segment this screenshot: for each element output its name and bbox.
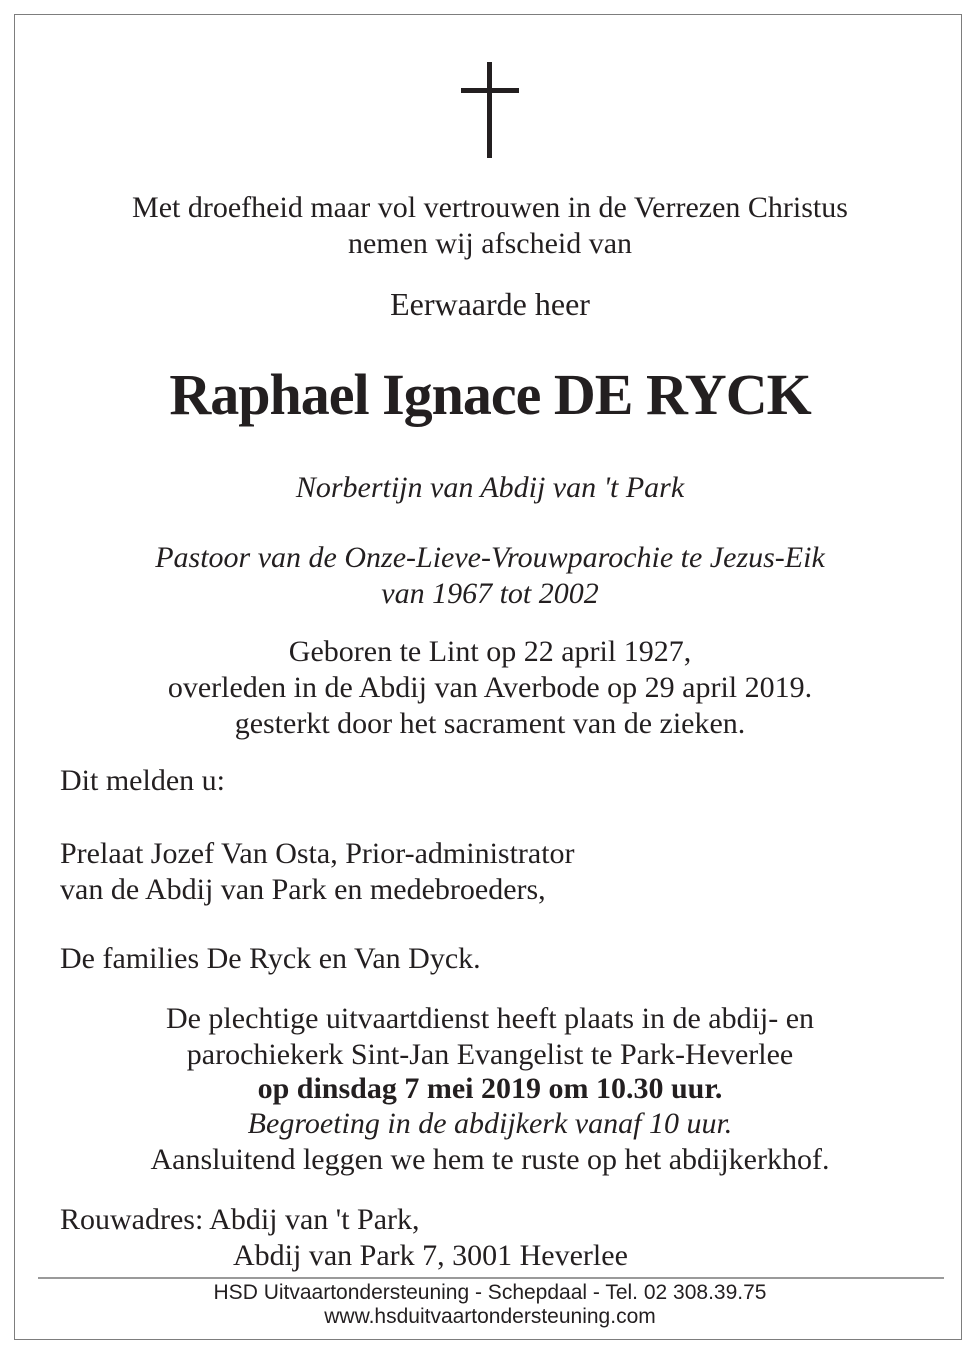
address-line-2: Abdij van Park 7, 3001 Heverlee — [233, 1239, 628, 1272]
address-line-1: Rouwadres: Abdij van 't Park, — [60, 1203, 420, 1236]
death-line: overleden in de Abdij van Averbode op 29 april 2019. — [167, 671, 813, 704]
footer-divider — [38, 1277, 944, 1279]
sacrament-line: gesterkt door het sacrament van de zieken. — [234, 707, 746, 740]
announcers-heading: Dit melden u: — [60, 764, 225, 797]
footer-company: HSD Uitvaartondersteuning - Schepdaal - Tel. 02 308.39.75 — [213, 1281, 767, 1304]
deceased-name: Raphael Ignace DE RYCK — [169, 362, 811, 427]
funeral-line-2: parochiekerk Sint-Jan Evangelist te Park-Heverlee — [186, 1038, 794, 1071]
greeting-line: Begroeting in de abdijkerk vanaf 10 uur. — [247, 1107, 733, 1140]
funeral-date: op dinsdag 7 mei 2019 om 10.30 uur. — [257, 1072, 723, 1105]
function-line-2: van 1967 tot 2002 — [381, 577, 599, 610]
honorific-title: Eerwaarde heer — [390, 286, 590, 322]
religious-order: Norbertijn van Abdij van 't Park — [295, 471, 685, 504]
footer-website[interactable]: www.hsduitvaartondersteuning.com — [324, 1305, 656, 1328]
birth-line: Geboren te Lint op 22 april 1927, — [288, 635, 692, 668]
prelate-line-1: Prelaat Jozef Van Osta, Prior-administrator — [60, 837, 575, 870]
burial-line: Aansluitend leggen we hem te ruste op het abdijkerkhof. — [150, 1143, 830, 1176]
prelate-line-2: van de Abdij van Park en medebroeders, — [60, 873, 546, 906]
cross-icon — [461, 62, 521, 158]
intro-line-2: nemen wij afscheid van — [347, 227, 633, 260]
funeral-line-1: De plechtige uitvaartdienst heeft plaats in de abdij- en — [165, 1002, 815, 1035]
families-line: De families De Ryck en Van Dyck. — [60, 942, 481, 975]
intro-line-1: Met droefheid maar vol vertrouwen in de Verrezen Christus — [132, 191, 848, 224]
function-line-1: Pastoor van de Onze-Lieve-Vrouwparochie te Jezus-Eik — [155, 541, 825, 574]
